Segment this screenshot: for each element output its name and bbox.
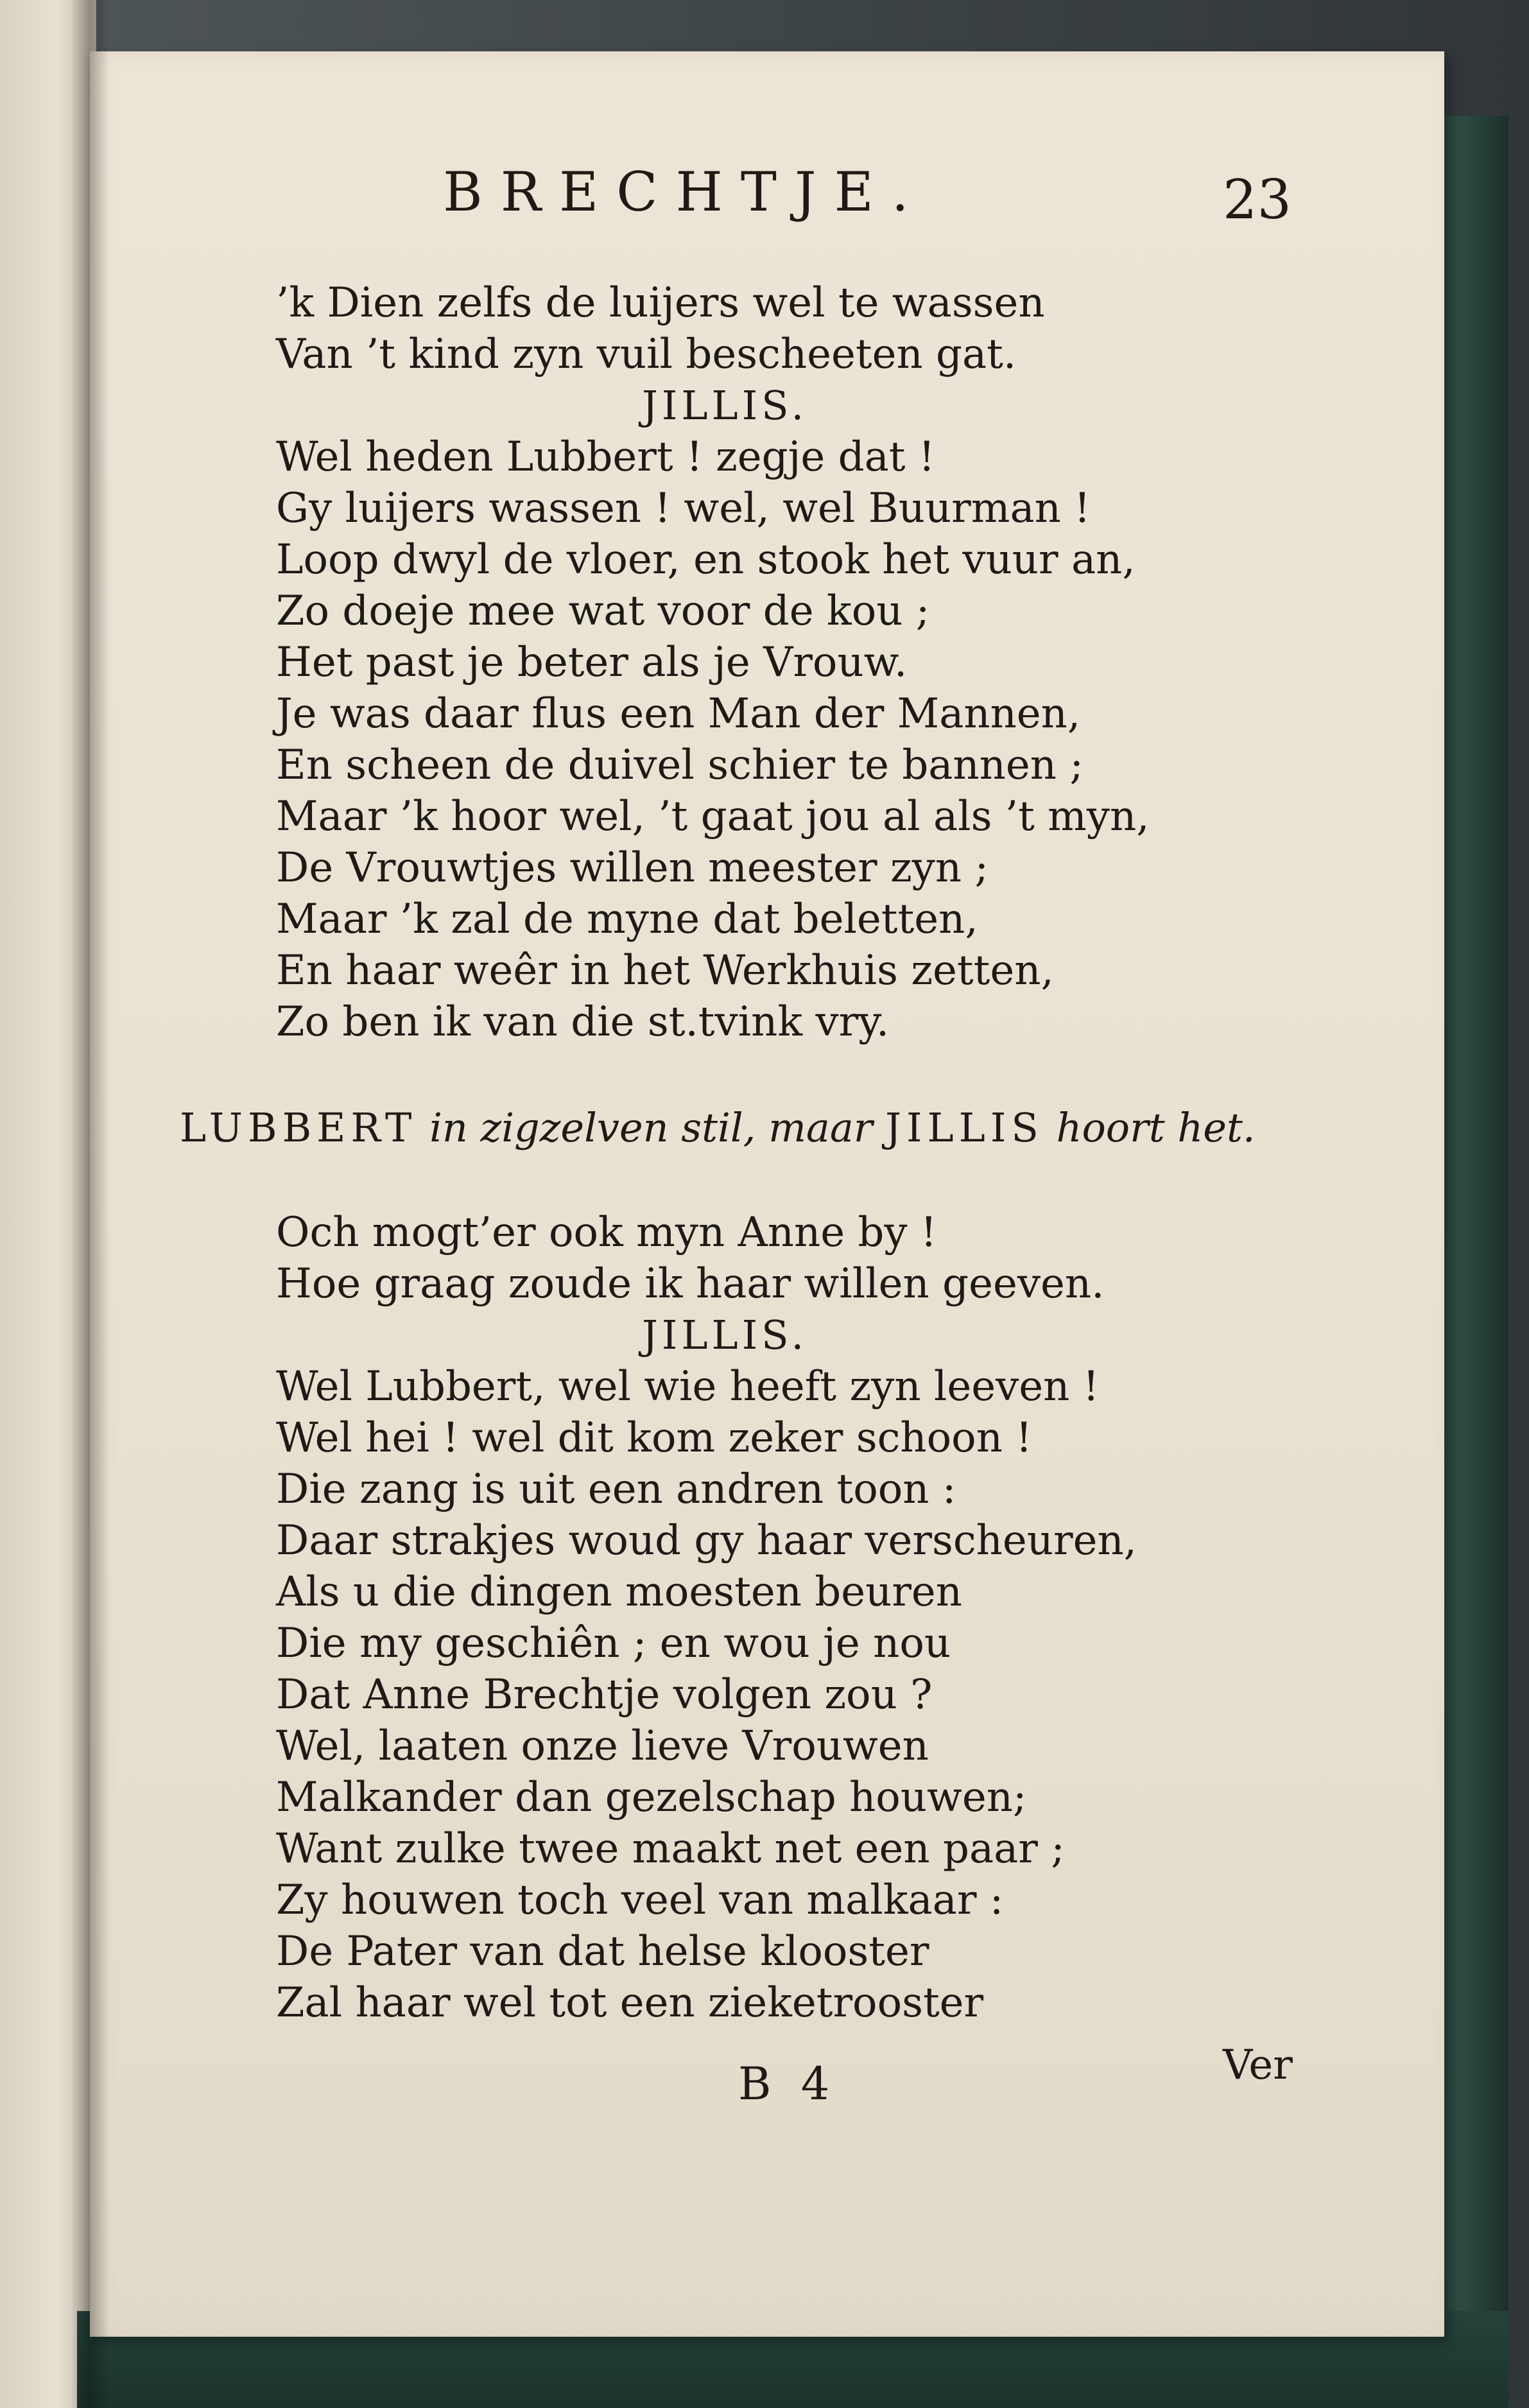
stage-direction-name-jillis: JILLIS: [885, 1104, 1044, 1151]
catchword: Ver: [1223, 2041, 1293, 2089]
verse-line: Wel, laaten onze lieve Vrouwen: [276, 1722, 929, 1770]
verse-line: Die my geschiên ; en wou je nou: [276, 1620, 951, 1667]
stage-direction-end: hoort het.: [1043, 1104, 1256, 1151]
verse-line: Zo ben ik van die st.tvink vry.: [276, 998, 890, 1046]
verse-line: Hoe graag zoude ik haar willen geeven.: [276, 1260, 1105, 1308]
verse-line: Malkander dan gezelschap houwen;: [276, 1774, 1027, 1821]
verse-line: Die zang is uit een andren toon :: [276, 1466, 956, 1513]
verse-line: Van ’t kind zyn vuil bescheeten gat.: [276, 331, 1017, 378]
verse-line: Als u die dingen moesten beuren: [276, 1568, 962, 1616]
verse-line: Och mogt’er ook myn Anne by !: [276, 1209, 937, 1256]
verse-line: Daar strakjes woud gy haar verscheuren,: [276, 1517, 1137, 1564]
stage-direction: [180, 1104, 1256, 1151]
verse-line: Want zulke twee maakt net een paar ;: [276, 1825, 1065, 1873]
speaker-name: JILLIS.: [642, 1312, 808, 1358]
verse-line: Dat Anne Brechtje volgen zou ?: [276, 1671, 933, 1719]
verse-line: Gy luijers wassen ! wel, wel Buurman !: [276, 485, 1091, 532]
verse-line: ’k Dien zelfs de luijers wel te wassen: [276, 279, 1045, 327]
verse-line: Wel heden Lubbert ! zegje dat !: [276, 433, 935, 481]
page-number: 23: [1223, 168, 1291, 231]
verse-line: Maar ’k hoor wel, ’t gaat jou al als ’t myn,: [276, 793, 1150, 840]
verse-line: De Pater van dat helse klooster: [276, 1928, 929, 1975]
verse-line: Zo doeje mee wat voor de kou ;: [276, 587, 930, 635]
verse-line: Zy houwen toch veel van malkaar :: [276, 1876, 1004, 1924]
stage-direction-middle: in zigzelven stil, maar: [417, 1104, 886, 1151]
verse-line: Maar ’k zal de myne dat beletten,: [276, 896, 978, 943]
verse-line: En scheen de duivel schier te bannen ;: [276, 741, 1084, 789]
verse-line: Zal haar wel tot een zieketrooster: [276, 1979, 984, 2027]
verse-line: En haar weêr in het Werkhuis zetten,: [276, 947, 1054, 994]
verse-line: Je was daar flus een Man der Mannen,: [276, 690, 1081, 738]
signature-mark: B 4: [738, 2057, 838, 2110]
stage-direction-name-lubbert: LUBBERT: [180, 1104, 417, 1151]
verse-line: Loop dwyl de vloer, en stook het vuur an,: [276, 536, 1136, 584]
verse-line: Het past je beter als je Vrouw.: [276, 639, 908, 686]
spine-gutter: [71, 0, 109, 2408]
verse-block-2: [276, 1207, 1137, 2029]
verse-block-1: [276, 277, 1150, 1048]
verse-line: Wel hei ! wel dit kom zeker schoon !: [276, 1414, 1032, 1462]
verse-line: De Vrouwtjes willen meester zyn ;: [276, 844, 989, 892]
verse-line: Wel Lubbert, wel wie heeft zyn leeven !: [276, 1363, 1100, 1410]
speaker-name: JILLIS.: [642, 382, 808, 429]
running-title: BRECHTJE.: [443, 160, 927, 223]
